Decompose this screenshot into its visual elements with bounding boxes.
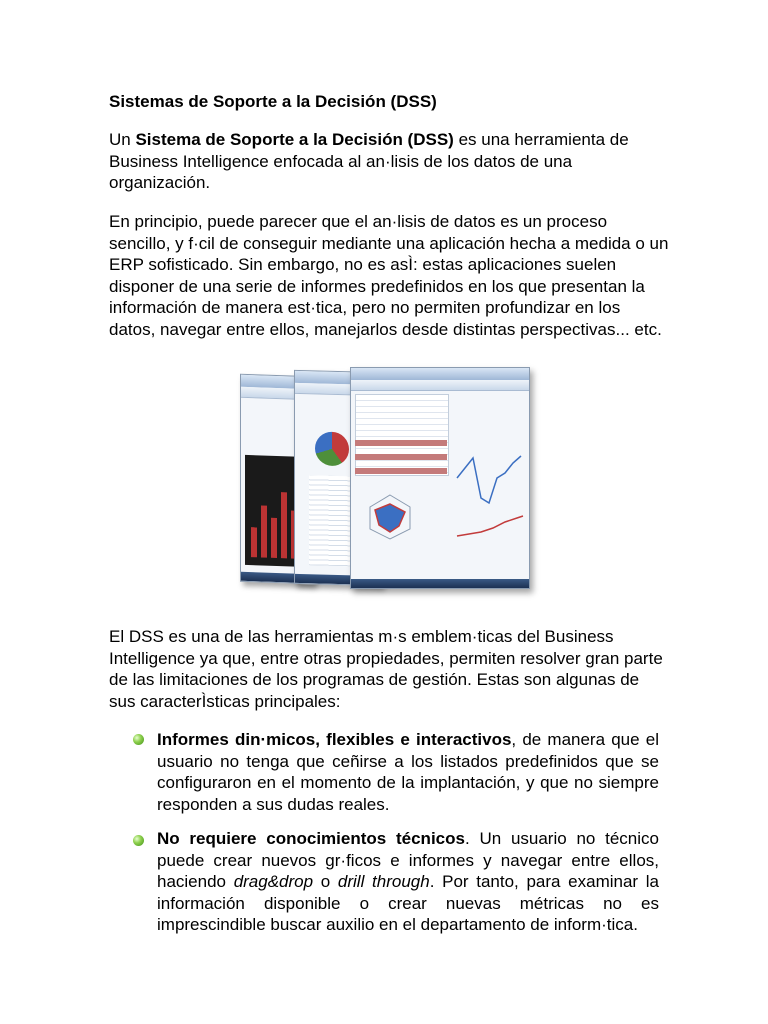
intro-suffix: es una herramienta de Business Intelligence enfocada al an·lisis de los datos de una organización. (109, 130, 629, 192)
bullet-2-title: No requiere conocimientos técnicos (157, 829, 465, 848)
spreadsheet-grid-image (355, 394, 449, 476)
radar-chart-image (365, 492, 415, 542)
pie-chart-image (315, 431, 349, 466)
bullet-item-no-technical-knowledge (157, 828, 659, 936)
screen-window-front (350, 367, 530, 589)
dss-screenshots-figure (238, 367, 530, 589)
bullet-item-dynamic-reports (157, 729, 659, 815)
bullet-2-text-2: o (313, 872, 338, 891)
bullet-2-text-3: . Por tanto, para examinar la información disponible o crear nuevas métricas no es imprescindible buscar auxilio en el departamento de inform·tica. (157, 872, 659, 934)
bullet-2-italic-dragdrop: drag&drop (233, 872, 314, 891)
intro-paragraph (109, 129, 669, 194)
bullet-1-title: Informes din·micos, flexibles e interactivos (157, 730, 512, 749)
analysis-paragraph: En principio, puede parecer que el an·lisis de datos es un proceso sencillo, y f·cil de conseguir mediante una aplicación hecha a medida o un ERP sofisticado. Sin embargo, no es asÌ: estas aplicaciones suelen disponer de una serie de informes predefinidos en los que presentan la información de manera est·tica, pero no permiten profundizar en los datos, navegar entre ellos, manejarlos desde distintas perspectivas... etc. (109, 212, 669, 339)
intro-prefix: Un (109, 130, 136, 149)
green-bullet-icon (133, 734, 144, 745)
bullet-2-text-1: . Un usuario no técnico puede crear nuevos gr·ficos e informes y navegar entre ellos, haciendo (157, 829, 659, 891)
document-heading: Sistemas de Soporte a la Decisión (DSS) (109, 92, 437, 111)
green-bullet-icon (133, 835, 144, 846)
bullet-1-text: , de manera que el usuario no tenga que ceñirse a los listados predefinidos que se configuraron en el momento de la implantación, y que no siempre responden a sus dudas reales. (157, 730, 659, 814)
line-chart-image (455, 448, 525, 548)
bullet-2-italic-drillthrough: drill through (337, 872, 430, 891)
intro-bold-term: Sistema de Soporte a la Decisión (DSS) (135, 130, 454, 149)
dss-description-paragraph: El DSS es una de las herramientas m·s emblem·ticas del Business Intelligence ya que, entre otras propiedades, permiten resolver gran parte de las limitaciones de los programas de gestión. Estas son algunas de sus caracterÌsticas principales: (109, 627, 663, 711)
